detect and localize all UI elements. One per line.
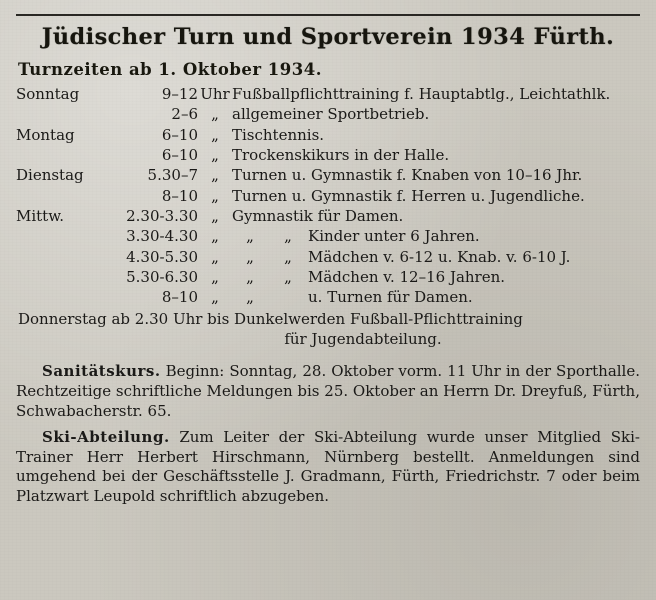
ditto-mark-1: „ (246, 227, 254, 246)
paragraph-sanitaetskurs (16, 362, 640, 422)
schedule-desc: Mädchen v. 12–16 Jahren. (308, 268, 506, 287)
schedule-time: 6–10 (161, 146, 198, 165)
table-row (16, 227, 640, 247)
schedule-day (16, 248, 112, 268)
schedule-desc-ditto (232, 227, 640, 247)
schedule-day: Montag (16, 125, 75, 144)
schedule-time: 3.30-4.30 (126, 227, 198, 246)
schedule-day (16, 288, 112, 308)
schedule-day (16, 146, 112, 166)
schedule-day: Mittw. (16, 207, 65, 226)
schedule-unit: „ (211, 247, 219, 266)
table-row (16, 105, 640, 125)
schedule-time: 8–10 (161, 186, 198, 205)
schedule-desc: Mädchen v. 6-12 u. Knab. v. 6-10 J. (308, 247, 571, 266)
schedule-desc: allgemeiner Sportbetrieb. (232, 105, 430, 124)
schedule-desc: Gymnastik für Damen. (232, 207, 404, 226)
ditto-mark-2: „ (284, 268, 292, 287)
table-row (16, 166, 640, 186)
ditto-mark-1: „ (246, 268, 254, 287)
table-row (16, 207, 640, 227)
spacer (16, 350, 640, 356)
page-title: Jüdischer Turn und Sportverein 1934 Fürth. (41, 24, 615, 50)
schedule-desc: Turnen u. Gymnastik f. Knaben von 10–16 Jhr. (232, 166, 583, 185)
schedule-unit: „ (211, 186, 219, 205)
schedule-desc: Fußballpflichttraining f. Hauptabtlg., Leichtathlk. (232, 85, 611, 103)
schedule-day: Sonntag (16, 85, 80, 103)
schedule-unit: „ (211, 166, 219, 185)
ditto-mark-2: „ (284, 227, 292, 246)
ski-abteilung-text: Zum Leiter der Ski-Abteilung wurde unser Mitglied Ski-Trainer Herr Herbert Hirschmann, Nürnberg bestellt. Anmeldungen sind umgehend bei der Geschäftsstelle J. Gradmann, Fürth, Friedrichstr. 7 oder beim Platzwart Leupold schriftlich abzugeben. (16, 427, 640, 506)
schedule-unit: „ (211, 146, 219, 165)
schedule-day (16, 187, 112, 207)
thursday-line-2: für Jugendabteilung. (284, 330, 442, 349)
ditto-mark-1: „ (246, 288, 254, 307)
section-heading-turnzeiten: Turnzeiten ab 1. Oktober 1934. (18, 60, 322, 79)
schedule-desc: Tischtennis. (232, 125, 325, 144)
schedule-time: 2.30-3.30 (126, 207, 198, 226)
schedule-unit: „ (211, 125, 219, 144)
table-row (16, 268, 640, 288)
schedule-unit: „ (211, 288, 219, 307)
schedule-desc-ditto (232, 268, 640, 288)
schedule-day (16, 105, 112, 125)
schedule-time: 2–6 (171, 105, 198, 124)
ditto-mark-1: „ (246, 247, 254, 266)
top-rule (16, 14, 640, 16)
table-row (16, 126, 640, 146)
schedule-unit: „ (211, 227, 219, 246)
table-row (16, 248, 640, 268)
schedule-unit: Uhr (200, 85, 230, 103)
schedule-desc: Trockenskikurs in der Halle. (232, 146, 450, 165)
schedule-desc: Turnen u. Gymnastik f. Herren u. Jugendliche. (232, 186, 585, 205)
sanitaetskurs-lead: Sanitätskurs. (42, 361, 161, 380)
schedule-unit: „ (211, 207, 219, 226)
schedule-desc: Kinder unter 6 Jahren. (308, 227, 480, 246)
table-row (16, 288, 640, 308)
table-row (16, 85, 640, 105)
sanitaetskurs-text: Beginn: Sonntag, 28. Oktober vorm. 11 Uhr in der Sporthalle. Rechtzeitige schriftliche Meldungen bis 25. Oktober an Herrn Dr. Dreyfuß, Fürth, Schwabacherstr. 65. (16, 361, 640, 420)
schedule-time: 5.30-6.30 (126, 268, 198, 287)
schedule-table (16, 85, 640, 309)
schedule-time: 8–10 (161, 288, 198, 307)
schedule-time: 5.30–7 (147, 166, 198, 185)
ditto-mark-2: „ (284, 247, 292, 266)
schedule-day (16, 268, 112, 288)
schedule-desc-ditto (232, 288, 640, 308)
schedule-time: 6–10 (161, 125, 198, 144)
ski-abteilung-lead: Ski-Abteilung. (42, 427, 170, 446)
schedule-day (16, 227, 112, 247)
thursday-line-1: Donnerstag ab 2.30 Uhr bis Dunkelwerden Fußball-Pflichttraining (18, 309, 523, 328)
schedule-time: 9–12 (161, 85, 198, 103)
paragraph-ski-abteilung (16, 428, 640, 508)
schedule-time: 4.30-5.30 (126, 247, 198, 266)
schedule-day: Dienstag (16, 166, 84, 185)
table-row (16, 187, 640, 207)
schedule-unit: „ (211, 105, 219, 124)
schedule-desc: u. Turnen für Damen. (308, 288, 473, 307)
schedule-unit: „ (211, 268, 219, 287)
table-row (16, 146, 640, 166)
schedule-desc-ditto (232, 248, 640, 268)
